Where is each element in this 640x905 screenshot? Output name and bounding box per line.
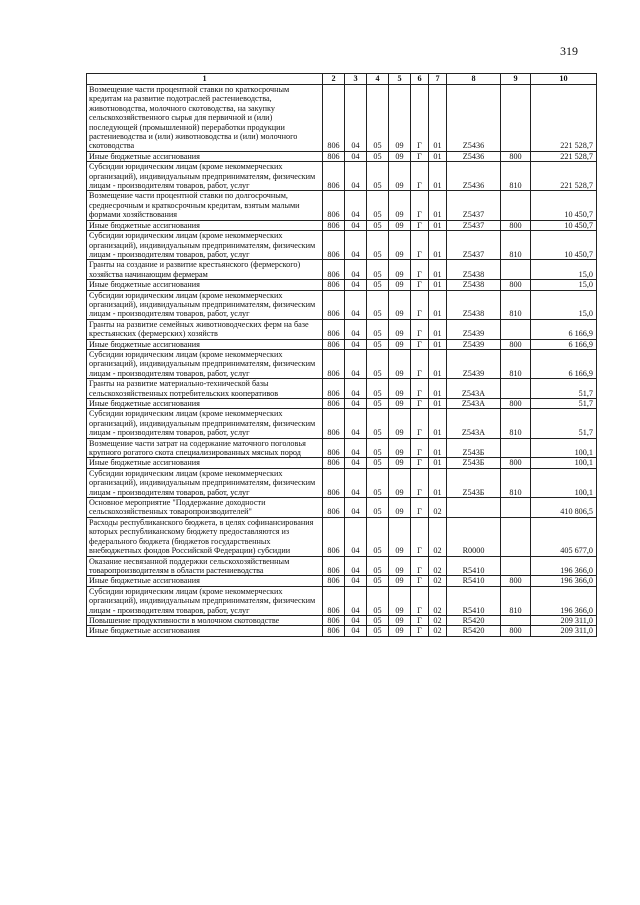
subsection-code-cell: 05 xyxy=(367,626,389,636)
event-code-cell: 01 xyxy=(429,290,447,319)
target-article-cell: R5420 xyxy=(447,626,501,636)
admin-code-cell: 806 xyxy=(323,319,345,339)
table-row xyxy=(87,231,597,260)
subprogram-code-cell: Г xyxy=(411,191,429,220)
program-code-cell: 09 xyxy=(389,339,411,349)
section-code-cell: 04 xyxy=(345,409,367,438)
subsection-code-cell: 05 xyxy=(367,458,389,468)
expense-type-cell xyxy=(501,319,531,339)
amount-cell: 15,0 xyxy=(531,290,597,319)
row-name-cell: Субсидии юридическим лицам (кроме некоммерческих организаций), индивидуальным предпринимателям, физическим лицам - производителям товаров, работ, услуг xyxy=(87,231,323,260)
program-code-cell: 09 xyxy=(389,349,411,378)
program-code-cell: 09 xyxy=(389,468,411,497)
admin-code-cell: 806 xyxy=(323,576,345,586)
subprogram-code-cell: Г xyxy=(411,438,429,458)
section-code-cell: 04 xyxy=(345,319,367,339)
target-article-cell: Z5437 xyxy=(447,231,501,260)
expense-type-cell xyxy=(501,191,531,220)
event-code-cell: 01 xyxy=(429,162,447,191)
subsection-code-cell: 05 xyxy=(367,498,389,518)
program-code-cell: 09 xyxy=(389,626,411,636)
table-row xyxy=(87,626,597,636)
target-article-cell: Z5439 xyxy=(447,339,501,349)
amount-cell: 6 166,9 xyxy=(531,349,597,378)
column-header: 9 xyxy=(501,74,531,85)
admin-code-cell: 806 xyxy=(323,280,345,290)
subprogram-code-cell: Г xyxy=(411,85,429,152)
section-code-cell: 04 xyxy=(345,151,367,161)
amount-cell: 6 166,9 xyxy=(531,339,597,349)
target-article-cell: Z5438 xyxy=(447,260,501,280)
event-code-cell: 02 xyxy=(429,498,447,518)
admin-code-cell: 806 xyxy=(323,517,345,556)
admin-code-cell: 806 xyxy=(323,615,345,625)
event-code-cell: 01 xyxy=(429,409,447,438)
table-row xyxy=(87,191,597,220)
amount-cell: 10 450,7 xyxy=(531,231,597,260)
expense-type-cell: 810 xyxy=(501,162,531,191)
program-code-cell: 09 xyxy=(389,586,411,615)
program-code-cell: 09 xyxy=(389,319,411,339)
program-code-cell: 09 xyxy=(389,280,411,290)
program-code-cell: 09 xyxy=(389,191,411,220)
subsection-code-cell: 05 xyxy=(367,409,389,438)
target-article-cell: R5410 xyxy=(447,586,501,615)
program-code-cell: 09 xyxy=(389,409,411,438)
program-code-cell: 09 xyxy=(389,162,411,191)
amount-cell: 10 450,7 xyxy=(531,220,597,230)
section-code-cell: 04 xyxy=(345,85,367,152)
admin-code-cell: 806 xyxy=(323,399,345,409)
column-header: 4 xyxy=(367,74,389,85)
event-code-cell: 01 xyxy=(429,399,447,409)
subprogram-code-cell: Г xyxy=(411,220,429,230)
row-name-cell: Субсидии юридическим лицам (кроме некоммерческих организаций), индивидуальным предпринимателям, физическим лицам - производителям товаров, работ, услуг xyxy=(87,349,323,378)
target-article-cell xyxy=(447,498,501,518)
column-header: 8 xyxy=(447,74,501,85)
expense-type-cell: 810 xyxy=(501,468,531,497)
subsection-code-cell: 05 xyxy=(367,290,389,319)
row-name-cell: Возмещение части затрат на содержание маточного поголовья крупного рогатого скота специализированных мясных пород xyxy=(87,438,323,458)
amount-cell: 10 450,7 xyxy=(531,191,597,220)
expense-type-cell: 810 xyxy=(501,231,531,260)
column-header: 5 xyxy=(389,74,411,85)
table-row xyxy=(87,162,597,191)
section-code-cell: 04 xyxy=(345,339,367,349)
amount-cell: 209 311,0 xyxy=(531,626,597,636)
subprogram-code-cell: Г xyxy=(411,162,429,191)
amount-cell: 410 806,5 xyxy=(531,498,597,518)
target-article-cell: Z543Б xyxy=(447,458,501,468)
target-article-cell: Z543A xyxy=(447,379,501,399)
admin-code-cell: 806 xyxy=(323,349,345,378)
amount-cell: 221 528,7 xyxy=(531,151,597,161)
admin-code-cell: 806 xyxy=(323,260,345,280)
admin-code-cell: 806 xyxy=(323,290,345,319)
table-row xyxy=(87,438,597,458)
admin-code-cell: 806 xyxy=(323,409,345,438)
subsection-code-cell: 05 xyxy=(367,399,389,409)
table-row xyxy=(87,85,597,152)
column-header: 7 xyxy=(429,74,447,85)
subprogram-code-cell: Г xyxy=(411,290,429,319)
subprogram-code-cell: Г xyxy=(411,379,429,399)
table-row xyxy=(87,576,597,586)
admin-code-cell: 806 xyxy=(323,162,345,191)
section-code-cell: 04 xyxy=(345,260,367,280)
expense-type-cell: 800 xyxy=(501,280,531,290)
row-name-cell: Иные бюджетные ассигнования xyxy=(87,220,323,230)
table-row xyxy=(87,498,597,518)
amount-cell: 209 311,0 xyxy=(531,615,597,625)
expense-type-cell xyxy=(501,556,531,576)
expense-type-cell xyxy=(501,517,531,556)
program-code-cell: 09 xyxy=(389,85,411,152)
event-code-cell: 01 xyxy=(429,349,447,378)
amount-cell: 196 366,0 xyxy=(531,586,597,615)
event-code-cell: 02 xyxy=(429,576,447,586)
event-code-cell: 01 xyxy=(429,85,447,152)
subprogram-code-cell: Г xyxy=(411,409,429,438)
section-code-cell: 04 xyxy=(345,468,367,497)
expense-type-cell: 800 xyxy=(501,576,531,586)
amount-cell: 100,1 xyxy=(531,438,597,458)
section-code-cell: 04 xyxy=(345,162,367,191)
table-row xyxy=(87,399,597,409)
target-article-cell: Z5436 xyxy=(447,151,501,161)
program-code-cell: 09 xyxy=(389,556,411,576)
event-code-cell: 02 xyxy=(429,517,447,556)
amount-cell: 221 528,7 xyxy=(531,85,597,152)
section-code-cell: 04 xyxy=(345,458,367,468)
program-code-cell: 09 xyxy=(389,576,411,586)
subprogram-code-cell: Г xyxy=(411,626,429,636)
subprogram-code-cell: Г xyxy=(411,576,429,586)
row-name-cell: Иные бюджетные ассигнования xyxy=(87,399,323,409)
subprogram-code-cell: Г xyxy=(411,399,429,409)
event-code-cell: 02 xyxy=(429,556,447,576)
admin-code-cell: 806 xyxy=(323,220,345,230)
row-name-cell: Иные бюджетные ассигнования xyxy=(87,151,323,161)
amount-cell: 51,7 xyxy=(531,399,597,409)
table-row xyxy=(87,556,597,576)
event-code-cell: 02 xyxy=(429,626,447,636)
section-code-cell: 04 xyxy=(345,379,367,399)
program-code-cell: 09 xyxy=(389,498,411,518)
program-code-cell: 09 xyxy=(389,458,411,468)
event-code-cell: 02 xyxy=(429,615,447,625)
row-name-cell: Субсидии юридическим лицам (кроме некоммерческих организаций), индивидуальным предпринимателям, физическим лицам - производителям товаров, работ, услуг xyxy=(87,290,323,319)
event-code-cell: 01 xyxy=(429,468,447,497)
table-row xyxy=(87,220,597,230)
admin-code-cell: 806 xyxy=(323,556,345,576)
row-name-cell: Субсидии юридическим лицам (кроме некоммерческих организаций), индивидуальным предпринимателям, физическим лицам - производителям товаров, работ, услуг xyxy=(87,468,323,497)
row-name-cell: Оказание несвязанной поддержки сельскохозяйственным товаропроизводителям в области растениеводства xyxy=(87,556,323,576)
admin-code-cell: 806 xyxy=(323,231,345,260)
event-code-cell: 01 xyxy=(429,379,447,399)
row-name-cell: Гранты на развитие семейных животноводческих ферм на базе крестьянских (фермерских) хозяйств xyxy=(87,319,323,339)
table-row xyxy=(87,151,597,161)
target-article-cell: Z5436 xyxy=(447,162,501,191)
target-article-cell: R5420 xyxy=(447,615,501,625)
table-header-row xyxy=(87,74,597,85)
subprogram-code-cell: Г xyxy=(411,151,429,161)
admin-code-cell: 806 xyxy=(323,85,345,152)
expense-type-cell: 810 xyxy=(501,290,531,319)
admin-code-cell: 806 xyxy=(323,339,345,349)
subsection-code-cell: 05 xyxy=(367,349,389,378)
section-code-cell: 04 xyxy=(345,349,367,378)
section-code-cell: 04 xyxy=(345,498,367,518)
expense-type-cell xyxy=(501,615,531,625)
amount-cell: 100,1 xyxy=(531,458,597,468)
row-name-cell: Возмещение части процентной ставки по долгосрочным, среднесрочным и краткосрочным кредитам, взятым малыми формами хозяйствования xyxy=(87,191,323,220)
subsection-code-cell: 05 xyxy=(367,339,389,349)
admin-code-cell: 806 xyxy=(323,151,345,161)
section-code-cell: 04 xyxy=(345,517,367,556)
expense-type-cell: 800 xyxy=(501,151,531,161)
subsection-code-cell: 05 xyxy=(367,615,389,625)
target-article-cell: Z5437 xyxy=(447,220,501,230)
amount-cell: 221 528,7 xyxy=(531,162,597,191)
subsection-code-cell: 05 xyxy=(367,576,389,586)
section-code-cell: 04 xyxy=(345,556,367,576)
subsection-code-cell: 05 xyxy=(367,260,389,280)
budget-table xyxy=(86,73,597,637)
program-code-cell: 09 xyxy=(389,231,411,260)
subsection-code-cell: 05 xyxy=(367,586,389,615)
program-code-cell: 09 xyxy=(389,399,411,409)
event-code-cell: 01 xyxy=(429,438,447,458)
event-code-cell: 01 xyxy=(429,220,447,230)
subprogram-code-cell: Г xyxy=(411,339,429,349)
table-row xyxy=(87,409,597,438)
section-code-cell: 04 xyxy=(345,191,367,220)
subprogram-code-cell: Г xyxy=(411,517,429,556)
subprogram-code-cell: Г xyxy=(411,260,429,280)
amount-cell: 196 366,0 xyxy=(531,556,597,576)
expense-type-cell: 800 xyxy=(501,339,531,349)
row-name-cell: Иные бюджетные ассигнования xyxy=(87,458,323,468)
expense-type-cell xyxy=(501,438,531,458)
event-code-cell: 01 xyxy=(429,280,447,290)
subprogram-code-cell: Г xyxy=(411,349,429,378)
subsection-code-cell: 05 xyxy=(367,468,389,497)
event-code-cell: 01 xyxy=(429,339,447,349)
subprogram-code-cell: Г xyxy=(411,280,429,290)
row-name-cell: Гранты на создание и развитие крестьянского (фермерского) хозяйства начинающим фермерам xyxy=(87,260,323,280)
target-article-cell: Z5437 xyxy=(447,191,501,220)
expense-type-cell: 800 xyxy=(501,458,531,468)
event-code-cell: 01 xyxy=(429,260,447,280)
row-name-cell: Субсидии юридическим лицам (кроме некоммерческих организаций), индивидуальным предпринимателям, физическим лицам - производителям товаров, работ, услуг xyxy=(87,409,323,438)
program-code-cell: 09 xyxy=(389,615,411,625)
subsection-code-cell: 05 xyxy=(367,85,389,152)
section-code-cell: 04 xyxy=(345,290,367,319)
table-row xyxy=(87,290,597,319)
target-article-cell: R5410 xyxy=(447,576,501,586)
program-code-cell: 09 xyxy=(389,379,411,399)
column-header: 3 xyxy=(345,74,367,85)
amount-cell: 405 677,0 xyxy=(531,517,597,556)
page-number: 319 xyxy=(560,44,578,58)
event-code-cell: 01 xyxy=(429,151,447,161)
section-code-cell: 04 xyxy=(345,586,367,615)
subsection-code-cell: 05 xyxy=(367,162,389,191)
row-name-cell: Основное мероприятие "Поддержание доходности сельскохозяйственных товаропроизводителей" xyxy=(87,498,323,518)
row-name-cell: Иные бюджетные ассигнования xyxy=(87,576,323,586)
section-code-cell: 04 xyxy=(345,399,367,409)
subprogram-code-cell: Г xyxy=(411,615,429,625)
table-row xyxy=(87,339,597,349)
event-code-cell: 01 xyxy=(429,231,447,260)
column-header: 6 xyxy=(411,74,429,85)
table-row xyxy=(87,280,597,290)
amount-cell: 51,7 xyxy=(531,409,597,438)
event-code-cell: 01 xyxy=(429,319,447,339)
admin-code-cell: 806 xyxy=(323,458,345,468)
row-name-cell: Иные бюджетные ассигнования xyxy=(87,626,323,636)
subsection-code-cell: 05 xyxy=(367,231,389,260)
table-row xyxy=(87,319,597,339)
expense-type-cell xyxy=(501,260,531,280)
table-row xyxy=(87,586,597,615)
admin-code-cell: 806 xyxy=(323,498,345,518)
subsection-code-cell: 05 xyxy=(367,438,389,458)
expense-type-cell: 800 xyxy=(501,220,531,230)
subprogram-code-cell: Г xyxy=(411,231,429,260)
expense-type-cell xyxy=(501,498,531,518)
program-code-cell: 09 xyxy=(389,290,411,319)
subsection-code-cell: 05 xyxy=(367,151,389,161)
admin-code-cell: 806 xyxy=(323,586,345,615)
subsection-code-cell: 05 xyxy=(367,191,389,220)
admin-code-cell: 806 xyxy=(323,191,345,220)
program-code-cell: 09 xyxy=(389,260,411,280)
program-code-cell: 09 xyxy=(389,517,411,556)
row-name-cell: Возмещение части процентной ставки по краткосрочным кредитам на развитие подотраслей растениеводства, животноводства, молочного скотоводства, на закупку сельскохозяйственного сырья для первичной и (или) последующей (промышленной) переработки продукции растениеводства и (или) животноводства и (или) молочного скотоводства xyxy=(87,85,323,152)
amount-cell: 196 366,0 xyxy=(531,576,597,586)
target-article-cell: R0000 xyxy=(447,517,501,556)
subsection-code-cell: 05 xyxy=(367,280,389,290)
target-article-cell: Z543A xyxy=(447,399,501,409)
subprogram-code-cell: Г xyxy=(411,556,429,576)
expense-type-cell: 810 xyxy=(501,349,531,378)
amount-cell: 51,7 xyxy=(531,379,597,399)
admin-code-cell: 806 xyxy=(323,379,345,399)
amount-cell: 15,0 xyxy=(531,280,597,290)
subsection-code-cell: 05 xyxy=(367,379,389,399)
subprogram-code-cell: Г xyxy=(411,319,429,339)
program-code-cell: 09 xyxy=(389,151,411,161)
subsection-code-cell: 05 xyxy=(367,319,389,339)
event-code-cell: 01 xyxy=(429,458,447,468)
admin-code-cell: 806 xyxy=(323,468,345,497)
table-row xyxy=(87,458,597,468)
target-article-cell: Z5436 xyxy=(447,85,501,152)
event-code-cell: 02 xyxy=(429,586,447,615)
amount-cell: 6 166,9 xyxy=(531,319,597,339)
target-article-cell: Z5438 xyxy=(447,280,501,290)
table-row xyxy=(87,260,597,280)
table-row xyxy=(87,615,597,625)
row-name-cell: Гранты на развитие материально-технической базы сельскохозяйственных потребительских кооперативов xyxy=(87,379,323,399)
column-header: 2 xyxy=(323,74,345,85)
subprogram-code-cell: Г xyxy=(411,468,429,497)
admin-code-cell: 806 xyxy=(323,438,345,458)
table-row xyxy=(87,379,597,399)
expense-type-cell: 800 xyxy=(501,399,531,409)
expense-type-cell xyxy=(501,85,531,152)
program-code-cell: 09 xyxy=(389,438,411,458)
target-article-cell: R5410 xyxy=(447,556,501,576)
section-code-cell: 04 xyxy=(345,220,367,230)
row-name-cell: Субсидии юридическим лицам (кроме некоммерческих организаций), индивидуальным предпринимателям, физическим лицам - производителям товаров, работ, услуг xyxy=(87,586,323,615)
expense-type-cell xyxy=(501,379,531,399)
event-code-cell: 01 xyxy=(429,191,447,220)
target-article-cell: Z5439 xyxy=(447,319,501,339)
subsection-code-cell: 05 xyxy=(367,220,389,230)
subsection-code-cell: 05 xyxy=(367,517,389,556)
subprogram-code-cell: Г xyxy=(411,498,429,518)
target-article-cell: Z543A xyxy=(447,409,501,438)
expense-type-cell: 810 xyxy=(501,586,531,615)
subsection-code-cell: 05 xyxy=(367,556,389,576)
target-article-cell: Z543Б xyxy=(447,468,501,497)
target-article-cell: Z5439 xyxy=(447,349,501,378)
table-row xyxy=(87,349,597,378)
column-header: 10 xyxy=(531,74,597,85)
table-row xyxy=(87,517,597,556)
expense-type-cell: 810 xyxy=(501,409,531,438)
section-code-cell: 04 xyxy=(345,576,367,586)
admin-code-cell: 806 xyxy=(323,626,345,636)
subprogram-code-cell: Г xyxy=(411,586,429,615)
section-code-cell: 04 xyxy=(345,438,367,458)
section-code-cell: 04 xyxy=(345,626,367,636)
row-name-cell: Расходы республиканского бюджета, в целях софинансирования которых республиканскому бюджету предоставляются из федерального бюджета (бюджетов государственных внебюджетных фондов Российской Федерации) субсидии xyxy=(87,517,323,556)
expense-type-cell: 800 xyxy=(501,626,531,636)
target-article-cell: Z5438 xyxy=(447,290,501,319)
target-article-cell: Z543Б xyxy=(447,438,501,458)
section-code-cell: 04 xyxy=(345,615,367,625)
row-name-cell: Иные бюджетные ассигнования xyxy=(87,280,323,290)
program-code-cell: 09 xyxy=(389,220,411,230)
amount-cell: 100,1 xyxy=(531,468,597,497)
row-name-cell: Субсидии юридическим лицам (кроме некоммерческих организаций), индивидуальным предпринимателям, физическим лицам - производителям товаров, работ, услуг xyxy=(87,162,323,191)
column-header: 1 xyxy=(87,74,323,85)
table-row xyxy=(87,468,597,497)
subprogram-code-cell: Г xyxy=(411,458,429,468)
section-code-cell: 04 xyxy=(345,231,367,260)
row-name-cell: Иные бюджетные ассигнования xyxy=(87,339,323,349)
section-code-cell: 04 xyxy=(345,280,367,290)
amount-cell: 15,0 xyxy=(531,260,597,280)
row-name-cell: Повышение продуктивности в молочном скотоводстве xyxy=(87,615,323,625)
